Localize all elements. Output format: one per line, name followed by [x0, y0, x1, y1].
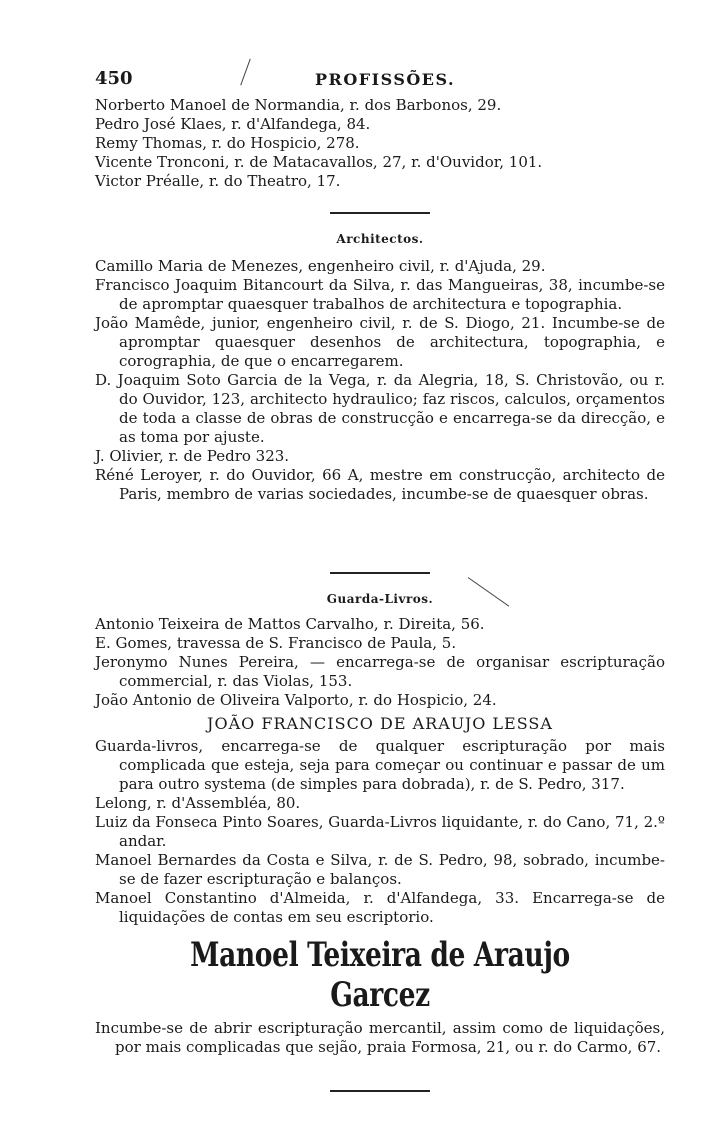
list-item: Jeronymo Nunes Pereira, — encarrega-se de organisar escripturação commercial, r. das Violas, 153.	[95, 653, 665, 690]
featured-text: Guarda-livros, encarrega-se de qualquer escripturação por mais complicada que esteja, seja para começar ou continuar e passar de um para outro systema (de simples para dobrada), r. de S. Pedro, 317.	[95, 737, 665, 793]
list-item: Lelong, r. d'Assembléa, 80.	[95, 794, 301, 812]
architectos-entries	[95, 257, 665, 504]
list-item: Pedro José Klaes, r. d'Alfandega, 84.	[95, 115, 371, 133]
list-item: Manoel Bernardes da Costa e Silva, r. de S. Pedro, 98, sobrado, incumbe-se de fazer escripturação e balanços.	[95, 851, 665, 888]
list-item: João Mamêde, junior, engenheiro civil, r. de S. Diogo, 21. Incumbe-se de apromptar quaesquer desenhos de architectura, topographia, e corographia, de que o encarregarem.	[95, 314, 665, 370]
list-item: João Antonio de Oliveira Valporto, r. do Hospicio, 24.	[95, 691, 497, 709]
list-item: Vicente Tronconi, r. de Matacavallos, 27, r. d'Ouvidor, 101.	[95, 153, 543, 171]
list-item: Manoel Constantino d'Almeida, r. d'Alfandega, 33. Encarrega-se de liquidações de contas em seu escriptorio.	[95, 889, 665, 926]
section-divider	[95, 212, 665, 214]
page-number: 450	[95, 68, 133, 89]
list-item: Norberto Manoel de Normandia, r. dos Barbonos, 29.	[95, 96, 502, 114]
featured-name: JOÃO FRANCISCO DE ARAUJO LESSA	[207, 714, 553, 733]
list-item: J. Olivier, r. de Pedro 323.	[95, 447, 290, 465]
page-header	[95, 68, 665, 94]
top-entries	[95, 96, 665, 191]
list-item: Antonio Teixeira de Mattos Carvalho, r. Direita, 56.	[95, 615, 485, 633]
list-item: Camillo Maria de Menezes, engenheiro civil, r. d'Ajuda, 29.	[95, 257, 546, 275]
list-item: Remy Thomas, r. do Hospicio, 278.	[95, 134, 360, 152]
list-item: Luiz da Fonseca Pinto Soares, Guarda-Livros liquidante, r. do Cano, 71, 2.º andar.	[95, 813, 665, 850]
page-title: PROFISSÕES.	[315, 70, 456, 89]
section-divider	[95, 572, 665, 574]
guarda-livros-entries	[95, 615, 665, 1057]
list-item: D. Joaquim Soto Garcia de la Vega, r. da Alegria, 18, S. Christovão, ou r. do Ouvidor, 123, architecto hydraulico; faz riscos, calculos, orçamentos de toda a classe de obras de construcção e encarrega-se da direcção, e as toma por ajuste.	[95, 371, 665, 446]
section-divider	[95, 1090, 665, 1092]
big-advert-text: Incumbe-se de abrir escripturação mercantil, assim como de liquidações, por mais complicadas que sejão, praia Formosa, 21, ou r. do Carmo, 67.	[95, 1019, 665, 1056]
list-item: Victor Préalle, r. do Theatro, 17.	[95, 172, 341, 190]
list-item: Réné Leroyer, r. do Ouvidor, 66 A, mestre em construcção, architecto de Paris, membro de varias sociedades, incumbe-se de quaesquer obras.	[95, 466, 665, 503]
section-title-guarda-livros: Guarda-Livros.	[326, 592, 434, 606]
section-title-architectos: Architectos.	[336, 232, 424, 246]
list-item: Francisco Joaquim Bitancourt da Silva, r. das Mangueiras, 38, incumbe-se de apromptar quaesquer trabalhos de architectura e topographia.	[95, 276, 665, 313]
big-advert-name: Manoel Teixeira de Araujo Garcez	[190, 935, 570, 1015]
list-item: E. Gomes, travessa de S. Francisco de Paula, 5.	[95, 634, 457, 652]
